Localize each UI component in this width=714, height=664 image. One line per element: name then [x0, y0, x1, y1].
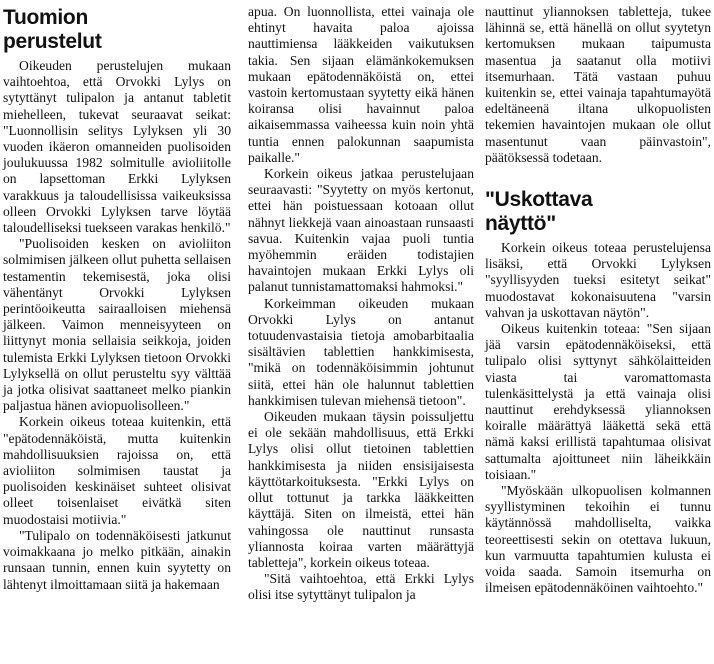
- section-heading-perustelut: [3, 6, 231, 54]
- column-3: [485, 4, 711, 597]
- paragraph: "Sitä vaihtoehtoa, että Erkki Lylys olisi itse sytyttänyt tulipalon ja: [248, 571, 474, 603]
- paragraph: Oikeuden perustelujen mukaan vaihtoehtoa, että Orvokki Lylys on sytyttänyt tulipalon ja antanut tabletit miehelleen, tukevat seuraavat seikat: "Luonnollisin selitys Lylyksen yli 30 vuoden ikäeron omanneiden puolisoiden joulukuussa 1982 solmitulle avioliitolle on lapsettoman Erkki Lylyksen varakkuus ja taloudellisissa vaikeuksissa olleen Orvokki Lylyksen tarve löytää taloudelliseksi tuekseen varakas henkilö.": [3, 58, 231, 236]
- paragraph: Oikeus kuitenkin toteaa: "Sen sijaan jää varsin epätodennäköiseksi, että tulipalo olisi syttynyt sähkölaitteiden viasta tai varomattomasta tulenkäsittelystä ja että vainaja olisi nauttinut erehdyksessä yliannoksen koiralle määrättyä lääkettä sekä että nämä kaksi erillistä tapahtumaa olisivat sattumalta ajoittuneet niin läheikkäin toisiaan.": [485, 321, 711, 482]
- paragraph: nauttinut yliannoksen tabletteja, tukee lähinnä se, että hänellä on ollut syytetyn kertomuksen mukaan taipumusta masentua ja saatanut olla motiivi itsemurhaan. Tätä vastaan puhuu kuitenkin se, ettei vainaja tapahtumayötä edeltäneenä iltana ulkopuolisten tekemien havaintojen mukaan ole ollut masentunut vaan päinvastoin", päätöksessä todetaan.: [485, 4, 711, 165]
- paragraph: "Tulipalo on todennäköisesti jatkunut voimakkaana jo melko pitkään, ainakin runsaan tunnin, ennen kuin syytetty on lähtenyt ilmoittamaan siitä ja hakemaan: [3, 527, 231, 592]
- paragraph: "Myöskään ulkopuolisen kolmannen syyllistyminen tekoihin ei tunnu käytännössä mahdolliselta, vaikka teoreettisesti sekin on otettava lukuun, kun varmuutta tapahtumien kulusta ei voida saada. Samoin itsemurha on ilmeisen epätodennäköinen vaihtoehto.": [485, 483, 711, 596]
- section-heading-uskottava-naytto: [485, 188, 711, 236]
- heading-line: Tuomion: [3, 6, 88, 29]
- heading-line: "Uskottava: [485, 188, 593, 212]
- heading-line: perustelut: [3, 30, 102, 53]
- paragraph: Korkein oikeus jatkaa perustelujaan seuraavasti: "Syytetty on myös kertonut, ettei hän poistuessaan kotoaan ollut nähnyt liekkejä vaan ainoastaan runsaasti savua. Kuitenkin vajaa puoli tuntia myöhemmin eräiden todistajien havaintojen mukaan Erkki Lylys oli palanut tunnistamattomaksi hahmoksi.": [248, 166, 474, 295]
- paragraph: Oikeuden mukaan täysin poissuljettu ei ole sekään mahdollisuus, että Erkki Lylys olisi ollut tietoinen tablettien hankkimisesta ja niiden ensisijaisesta käyttötarkoituksesta. "Erkki Lylys on ollut tottunut ja tarkka lääkkeitten käyttäjä. Siten on ilmeistä, ettei hän vahingossa ole nauttinut runsasta yliannosta koiraa varten määrättyjä tabletteja", korkein oikeus toteaa.: [248, 409, 474, 570]
- column-2: [248, 4, 474, 604]
- paragraph: Korkeimman oikeuden mukaan Orvokki Lylys on antanut totuudenvastaisia tietoja amobarbitaalia sisältävien tablettien hankkimisesta, "mikä on todennäköisimmin johtunut siitä, ettei hän ole halunnut tablettien hankkimisen tulevan miehensä tietoon".: [248, 295, 474, 408]
- paragraph: apua. On luonnollista, ettei vainaja ole ehtinyt havaita paloa ajoissa nauttimiensa lääkkeiden vaikutuksen takia. Sen sijaan elämänkokemuksen mukaan epätodennäköistä on, ettei vastoin kertomustaan syytetty eikä hänen koiransa olisi havainnut paloa aikaisemmassa vaiheessa kuin noin yhtä tuntia ennen palokunnan saapumista paikalle.": [248, 4, 474, 165]
- column-1: [3, 4, 231, 593]
- paragraph: Korkein oikeus toteaa perustelujensa lisäksi, että Orvokki Lylyksen "syyllisyyden tueksi esitetyt seikat" muodostavat kokonaisuutena "varsin vahvan ja uskottavan näytön".: [485, 240, 711, 320]
- paragraph: Korkein oikeus toteaa kuitenkin, että "epätodennäköistä, mutta kuitenkin mahdollisuuksien rajoissa on, että avioliiton solmimisen taustat ja puolisoiden keskinäiset suhteet olisivat olleet toisenlaiset eivätkä siten muodostaisi motiivia.": [3, 414, 231, 527]
- heading-line: näyttö": [485, 212, 556, 236]
- paragraph: "Puolisoiden kesken on avioliiton solmimisen jälkeen ollut puhetta sellaisen testamentin tekemisestä, joka olisi vähentänyt Orvokki Lylyksen perintöoikeutta sairaalloisen miehensä jälkeen. Vaimon menneisyyteen on liittynyt monia sellaisia seikkoja, joiden tulemista Erkki Lylyksen tietoon Orvokki Lylyksellä on ollut perusteltu syy välttää ja jotka olisivat saattaneet melko piankin paljastua hänen aviopuolisolleen.": [3, 236, 231, 414]
- spacer: [485, 166, 711, 180]
